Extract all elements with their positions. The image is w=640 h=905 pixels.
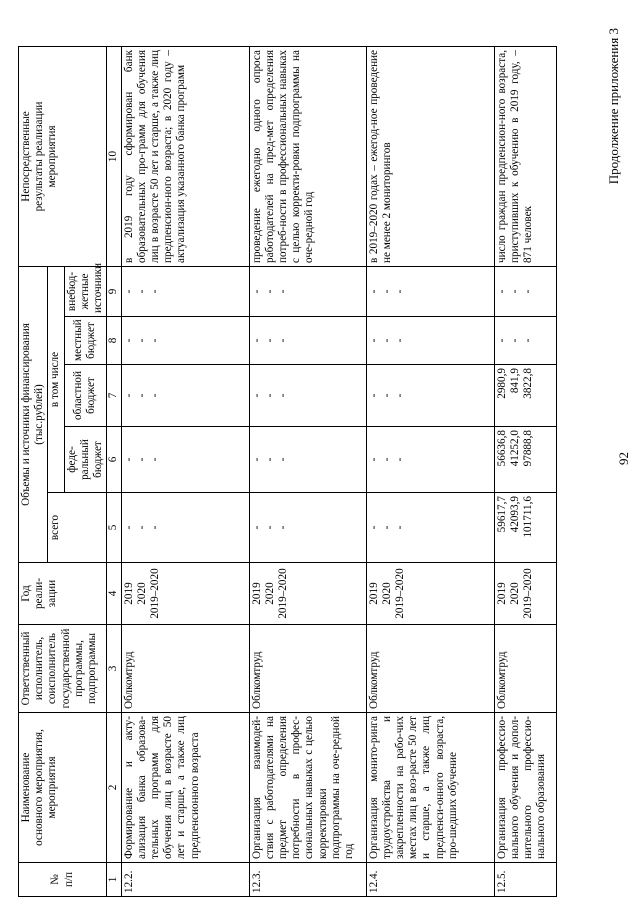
header-num: № п/п [19,863,107,897]
column-number: 2 [107,713,121,863]
row-extra: - - - [494,266,556,316]
row-num: 12.5. [494,863,556,897]
row-executor: Облкомтруд [366,625,494,713]
row-total: - - - [121,493,249,563]
row-name: Формирование и акту-ализация банка образова-тельных программ для обучения лиц в возрасте 50 лет и старше, а также лиц предпенсионного возраста [121,713,249,863]
header-name: Наименование основного мероприятия, мероприятия [19,713,107,863]
row-executor: Облкомтруд [249,625,366,713]
table-row [494,46,556,896]
row-name: Организация монито-ринга трудоустройства и закрепленности на рабо-чих местах лиц в воз-расте 50 лет и старше, а также лиц предпенси-онного возраста, про-шедших обучение [366,713,494,863]
row-years: 2019 2020 2019–2020 [249,563,366,625]
header-including: в том числе [48,266,64,492]
row-years: 2019 2020 2019–2020 [494,563,556,625]
row-total: 59617,7 42093,9 101711,6 [494,493,556,563]
row-local: - - - [494,317,556,365]
row-executor: Облкомтруд [121,625,249,713]
column-number: 10 [107,46,121,266]
row-extra: - - - [249,266,366,316]
row-total: - - - [366,493,494,563]
row-federal: 56636,8 41252,0 97888,8 [494,427,556,493]
row-total: - - - [249,493,366,563]
header-total: всего [48,493,107,563]
row-result: в 2019 году сформирован банк образовательных про-грамм для обучения лиц в возрасте 50 лет и старше, а также лиц предпенсион-ного возраста; в 2020 году – актуализация указанного банка программ [121,46,249,266]
row-num: 12.4. [366,863,494,897]
header-results: Непосредственные результаты реализации мероприятия [19,46,107,266]
column-number: 3 [107,625,121,713]
row-name: Организация профессио-нального обучения и допол-нительного профессио-нального образования [494,713,556,863]
column-number: 6 [107,427,121,493]
row-result: в 2019–2020 годах – ежегод-ное проведение не менее 2 мониторингов [366,46,494,266]
column-number: 4 [107,563,121,625]
row-result: проведение ежегодно одного опроса работодателей на пред-мет определения потреб-ности в профессиональных навыках с целью корректи-ровки подпрограммы на оче-редной год [249,46,366,266]
header-federal: феде- ральный бюджет [64,427,107,493]
row-regional: - - - [121,365,249,427]
row-extra: - - - [121,266,249,316]
row-federal: - - - [366,427,494,493]
header-year: Год реали- зации [19,563,107,625]
row-local: - - - [366,317,494,365]
continuation-label: Продолжение приложения 3 [606,28,621,185]
row-extra: - - - [366,266,494,316]
table-row [121,46,249,896]
page-number: 92 [616,452,631,465]
table-row [366,46,494,896]
row-years: 2019 2020 2019–2020 [366,563,494,625]
row-num: 12.2. [121,863,249,897]
header-executor: Ответственный исполнитель, соисполнитель государственной программы, подпрограммы [19,625,107,713]
row-name: Организация взаимодей-ствия с работодателями на предмет определения потребности в профес-сиональных навыках с целью корректировки подпрограммы на оче-редной год [249,713,366,863]
row-federal: - - - [249,427,366,493]
row-regional: 2980,9 841,9 3822,8 [494,365,556,427]
header-regional: областной бюджет [64,365,107,427]
row-local: - - - [249,317,366,365]
row-years: 2019 2020 2019–2020 [121,563,249,625]
column-number: 5 [107,493,121,563]
header-local: местный бюджет [64,317,107,365]
header-extra: внебюд- жетные источники [64,266,107,316]
column-number: 8 [107,317,121,365]
column-number: 1 [107,863,121,897]
header-financing: Объемы и источники финансирования (тыс.рублей) [19,266,48,562]
row-result: число граждан предпенсион-ного возраста, приступивших к обучению в 2019 году, – 871 человек [494,46,556,266]
financing-table [18,46,557,897]
column-number: 9 [107,266,121,316]
row-regional: - - - [249,365,366,427]
row-local: - - - [121,317,249,365]
row-regional: - - - [366,365,494,427]
column-number: 7 [107,365,121,427]
row-num: 12.3. [249,863,366,897]
table-row [249,46,366,896]
row-executor: Облкомтруд [494,625,556,713]
row-federal: - - - [121,427,249,493]
